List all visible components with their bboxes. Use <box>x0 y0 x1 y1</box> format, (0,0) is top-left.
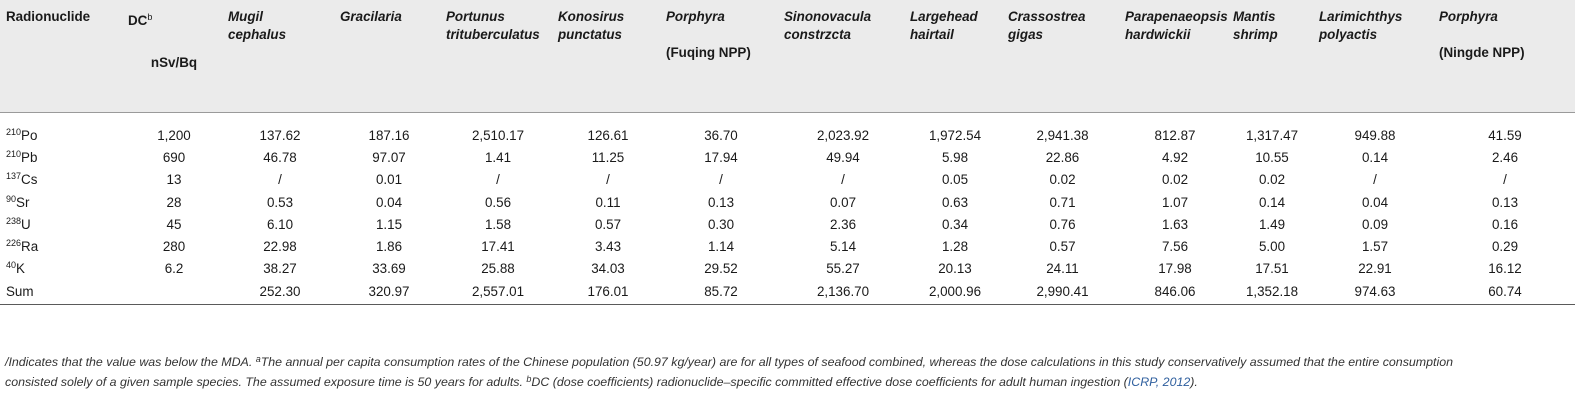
sum-value-cell: 60.74 <box>1435 280 1575 305</box>
dc-cell: 45 <box>166 216 182 232</box>
value-cell: 1,317.47 <box>1245 128 1299 144</box>
value-cell: 137.62 <box>259 128 301 144</box>
table-row <box>0 191 1575 213</box>
value-cell: 1.58 <box>484 216 512 232</box>
value-cell: 0.71 <box>1049 194 1076 210</box>
value-cell: 0.57 <box>594 216 622 232</box>
dc-cell: 6.2 <box>164 261 184 277</box>
value-cell: 1,972.54 <box>928 128 982 144</box>
header-species: Largehead hairtail <box>906 0 1004 112</box>
header-divider <box>0 112 1575 125</box>
sum-value-cell: 974.63 <box>1315 280 1435 305</box>
value-cell: / <box>496 172 500 188</box>
radionuclide-cell: $^{40}$K <box>6 260 25 277</box>
value-cell: 2.36 <box>829 216 857 232</box>
value-cell: 0.11 <box>595 194 621 210</box>
sum-value-cell: 320.97 <box>336 280 442 305</box>
dc-cell <box>124 280 224 305</box>
header-row <box>0 0 1575 112</box>
value-cell: / <box>841 172 845 188</box>
header-species: Crassostrea gigas <box>1004 0 1121 112</box>
value-cell: 0.05 <box>941 172 969 188</box>
header-species: Gracilaria <box>336 0 442 112</box>
value-cell: 6.10 <box>266 216 294 232</box>
value-cell: / <box>1503 172 1507 188</box>
value-cell: 41.59 <box>1488 128 1522 144</box>
value-cell: 34.03 <box>591 261 625 277</box>
value-cell: 0.16 <box>1491 216 1519 232</box>
value-cell: 949.88 <box>1354 128 1396 144</box>
value-cell: 55.27 <box>826 261 860 277</box>
value-cell: 0.34 <box>941 216 969 232</box>
value-cell: 1.86 <box>375 239 403 255</box>
value-cell: 17.41 <box>481 239 515 255</box>
header-dc: $DC^b$ nSv/Bq <box>124 0 224 112</box>
value-cell: 2,941.38 <box>1036 128 1089 144</box>
value-cell: 36.70 <box>704 128 738 144</box>
value-cell: 0.02 <box>1161 172 1189 188</box>
table-row <box>0 147 1575 169</box>
value-cell: 29.52 <box>704 261 738 277</box>
value-cell: 46.78 <box>263 150 297 166</box>
value-cell: 0.14 <box>1258 194 1286 210</box>
header-species: Porphyra (Fuqing NPP) <box>662 0 780 112</box>
header-species: Mugil cephalus <box>224 0 336 112</box>
radionuclide-cell: $^{210}$Po <box>6 127 38 144</box>
value-cell: 20.13 <box>938 261 972 277</box>
sum-row <box>0 280 1575 305</box>
header-species: Larimichthys polyactis <box>1315 0 1435 112</box>
value-cell: 0.14 <box>1361 150 1389 166</box>
value-cell: 25.88 <box>481 261 515 277</box>
header-radionuclide: Radionuclide <box>0 0 124 112</box>
dc-cell: 1,200 <box>157 128 191 144</box>
sum-value-cell: 252.30 <box>224 280 336 305</box>
sum-value-cell: 176.01 <box>554 280 662 305</box>
value-cell: 0.04 <box>1361 194 1389 210</box>
value-cell: 38.27 <box>263 261 297 277</box>
value-cell: 3.43 <box>594 239 622 255</box>
value-cell: 0.04 <box>375 194 403 210</box>
table-row <box>0 235 1575 257</box>
header-species: Sinonovacula constrzcta <box>780 0 906 112</box>
dc-cell: 28 <box>166 194 182 210</box>
value-cell: 0.63 <box>941 194 969 210</box>
value-cell: / <box>719 172 723 188</box>
header-species: Mantis shrimp <box>1229 0 1315 112</box>
value-cell: 0.53 <box>266 194 294 210</box>
value-cell: 2,023.92 <box>816 128 870 144</box>
value-cell: 1.28 <box>941 239 969 255</box>
value-cell: 1.63 <box>1161 216 1189 232</box>
table-row <box>0 169 1575 191</box>
value-cell: 22.98 <box>263 239 297 255</box>
value-cell: 24.11 <box>1046 261 1079 277</box>
value-cell: 49.94 <box>826 150 860 166</box>
sum-value-cell: 2,000.96 <box>906 280 1004 305</box>
value-cell: 0.13 <box>1491 194 1519 210</box>
value-cell: 0.01 <box>375 172 403 188</box>
sum-value-cell: 846.06 <box>1121 280 1229 305</box>
value-cell: / <box>1373 172 1377 188</box>
value-cell: 0.29 <box>1491 239 1519 255</box>
value-cell: 0.07 <box>829 194 857 210</box>
value-cell: 1.14 <box>707 239 735 255</box>
value-cell: 0.57 <box>1049 239 1076 255</box>
table-row <box>0 213 1575 235</box>
value-cell: 5.00 <box>1258 239 1286 255</box>
value-cell: 2,510.17 <box>471 128 525 144</box>
value-cell: 1.15 <box>375 216 403 232</box>
value-cell: 1.57 <box>1361 239 1389 255</box>
radionuclide-cell: $^{90}$Sr <box>6 193 30 210</box>
value-cell: 17.51 <box>1255 261 1289 277</box>
value-cell: 5.98 <box>941 150 969 166</box>
value-cell: 7.56 <box>1161 239 1189 255</box>
value-cell: / <box>278 172 282 188</box>
table-row <box>0 258 1575 280</box>
value-cell: 187.16 <box>368 128 410 144</box>
radionuclide-cell: $^{226}$Ra <box>6 238 39 255</box>
value-cell: 812.87 <box>1154 128 1196 144</box>
value-cell: / <box>606 172 610 188</box>
dc-cell: 690 <box>162 150 186 166</box>
reference-link[interactable]: ICRP, 2012 <box>1127 375 1191 389</box>
table-footnote: /Indicates that the value was below the MDA. $^a$The annual per capita consumption rates of the Chinese population (50.97 kg/year) are for all types of seafood combined, whereas the dose calculations in this study conservatively assumed that the entire consumption consisted solely of a given sample species. The assumed exposure time is 50 years for adults. $^b$DC (dose coefficients) radionuclide–specific committed effective dose coefficients for adult human ingestion (ICRP, 2012). <box>5 354 1453 389</box>
value-cell: 0.30 <box>707 216 735 232</box>
radionuclide-cell: $^{210}$Pb <box>6 149 38 166</box>
value-cell: 17.98 <box>1158 261 1192 277</box>
header-species: Portunus trituberculatus <box>442 0 554 112</box>
sum-value-cell: 85.72 <box>662 280 780 305</box>
value-cell: 5.14 <box>829 239 857 255</box>
value-cell: 0.13 <box>707 194 735 210</box>
value-cell: 11.25 <box>591 150 625 166</box>
value-cell: 0.09 <box>1361 216 1389 232</box>
sum-value-cell: 1,352.18 <box>1229 280 1315 305</box>
value-cell: 97.07 <box>372 150 406 166</box>
sum-value-cell: 2,557.01 <box>442 280 554 305</box>
value-cell: 0.56 <box>484 194 512 210</box>
value-cell: 1.41 <box>484 150 512 166</box>
value-cell: 22.91 <box>1358 261 1392 277</box>
sum-value-cell: 2,136.70 <box>780 280 906 305</box>
header-species: Konosirus punctatus <box>554 0 662 112</box>
radionuclide-cell: $^{137}$Cs <box>6 171 38 188</box>
radionuclide-cell: $^{238}$U <box>6 215 31 232</box>
value-cell: 17.94 <box>704 150 738 166</box>
value-cell: 4.92 <box>1161 150 1189 166</box>
value-cell: 2.46 <box>1491 150 1519 166</box>
sum-value-cell: 2,990.41 <box>1004 280 1121 305</box>
value-cell: 16.12 <box>1488 261 1522 277</box>
value-cell: 126.61 <box>587 128 629 144</box>
value-cell: 22.86 <box>1045 150 1080 166</box>
value-cell: 0.02 <box>1258 172 1286 188</box>
dc-cell: 13 <box>166 172 182 188</box>
table-row <box>0 125 1575 147</box>
header-species: Parapenaeopsis hardwickii <box>1121 0 1229 112</box>
dc-cell: 280 <box>162 239 186 255</box>
value-cell: 1.07 <box>1161 194 1189 210</box>
value-cell: 33.69 <box>372 261 406 277</box>
value-cell: 0.02 <box>1049 172 1076 188</box>
value-cell: 10.55 <box>1255 150 1289 166</box>
value-cell: 1.49 <box>1258 216 1286 232</box>
sum-label: Sum <box>0 280 124 305</box>
header-species: Porphyra (Ningde NPP) <box>1435 0 1575 112</box>
value-cell: 0.76 <box>1049 216 1076 232</box>
